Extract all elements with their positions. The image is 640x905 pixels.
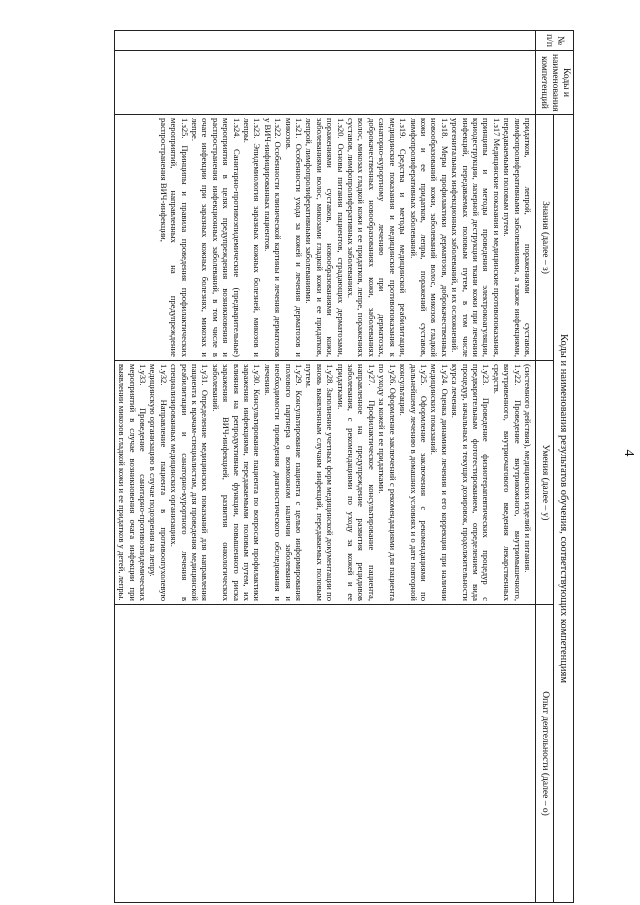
skill-item: 1.у24. Оценка динамики лечения и его коррекция при наличии медицинских показаний. [429, 364, 450, 601]
knowledge-item: 1.з24. Санитарно-противоэпидемические (предварительные) мероприятия в целях предупреждения возникновения и распространения инфекционных заболеваний, в том числе в очаге инфекции при заразных кожных болезнях, микозах и лепре. [190, 118, 242, 357]
skill-item: 1.у27. Профилактическое консультирование пациента, направленное на предупреждение развития рецидивов заболевания, с рекомендациями по уходу за кожей и ее придатками. [335, 364, 377, 601]
skill-item: (системного действия), медицинских изделий и питания. [523, 364, 533, 573]
header-skills: Умения (далее – у) [536, 361, 554, 605]
header-knowledge: Знания (далее – з) [536, 115, 554, 361]
knowledge-item: 1.з23. Эпидемиология заразных кожных болезней, микозов и лепры. [242, 118, 263, 357]
knowledge-item: 1.з25. Принципы и правила проведения профилактических мероприятий, направленных на предупреждение распространения ВИЧ-инфекции, [158, 118, 190, 357]
knowledge-item: 1.з17 Медицинские показания и медицинские противопоказания, принципы и методы проведения электрокоагуляции, криодеструкции, лазерной деструкции ткани кожи при лечении инфекций, передаваемых половым путем, в том числе урогенитальных инфекционных заболеваний, и их осложнений. [450, 118, 502, 357]
knowledge-item: 1.з18. Меры профилактики дерматозов, доброкачественных новообразований кожи, заболеваний волос, микозов гладкой кожи и ее придатков, лепры, поражений суставов, лимфопролиферативных заболеваний. [408, 118, 450, 357]
knowledge-item: придатков, лепрой, поражениями суставов, лимфопролиферативными заболеваниями, а также инфекциями, передаваемыми половым путем. [502, 118, 533, 357]
table-subheader-row [536, 31, 554, 903]
knowledge-item: 1.з21. Особенности ухода за кожей и лечения дерматозов и микозов. [283, 118, 305, 357]
knowledge-item: 1.з22. Особенности клинической картины и лечения дерматозов у ВИЧ-инфицированных пациентов. [262, 118, 284, 357]
skill-item: 1.у25. Оформление заключения с рекомендациями по дальнейшему лечению в домашних условиях и о дате повторной консультации. [398, 364, 429, 601]
table-row [114, 31, 535, 903]
knowledge-item: 1.з20. Основы питания пациентов, страдающих дерматозами, поражениями суставов, новообразованиями кожи, заболеваниями волос, микозами гладкой кожи и ее придатков, лепрой, лимфопролиферативными заболеваниями. [304, 118, 346, 357]
cell-number [114, 31, 535, 51]
cell-skills [114, 361, 535, 605]
knowledge-item: 1.з19. Средства и методы медицинской реабилитации, медицинские показания и медицинские противопоказания к санаторно-курортному лечению при дерматозах, доброкачественных новообразованиях кожи, заболеваниях волос, микозах гладкой кожи и ее придатков, лепре, поражениях суставов, лимфопролиферативных заболеваниях. [346, 118, 409, 357]
table-header-row [553, 31, 573, 903]
cell-code [114, 51, 535, 115]
competency-table [114, 30, 574, 903]
skill-item: 1.у30. Консультирование пациента по вопросам профилактики заражения инфекциями, передаваемыми половым путем, их влияния на репродуктивные функции, повышенного риска заражения ВИЧ-инфекцией, развития онкологических заболеваний. [210, 364, 263, 601]
competency-table-container [66, 30, 574, 902]
skill-item: 1.у26. Оформление заключений с рекомендациями для пациента по уходу за кожей и ее придатками. [377, 364, 398, 601]
skill-item: 1.у22. Проведение внутрикожного, внутримышечного, внутривенного, внутриочагового введения лекарственных средств. [491, 364, 523, 601]
header-results-group: Коды и наименования результатов обучения, соответствующих компетенциям [553, 115, 573, 903]
cell-experience [114, 605, 535, 903]
skill-item: 1.у29. Консультирование пациента с целью информирования полового партнера о возможном наличии заболевания и необходимости проведения диагностического обследования и лечения. [262, 364, 305, 601]
skill-item: 1.у32. Направление пациента в противоопухолевую медицинскую организацию в случае подозрения на лепру. [148, 364, 169, 601]
skill-item: 1.у28. Заполнение учетных форм медицинской документации по вновь выявленным случаям инфекций, передаваемых половым путем. [304, 364, 336, 601]
header-number: № п/п [536, 31, 574, 51]
header-code: Коды и наименования компетенций [536, 51, 574, 115]
page-number: 4 [621, 449, 636, 457]
skill-item: 1.у31. Определение медицинских показаний для направления пациента к врачам-специалистам, для проведения медицинской реабилитации и санаторно-курортного лечения в специализированных медицинских организациях. [169, 364, 211, 601]
skill-item: 1.у23. Проведение физиотерапевтических процедур с предварительным фототестированием, определением вида процедур, начальных и текущих дозировок, продолжительности курса лечения. [450, 364, 492, 601]
header-experience: Опыт деятельности (далее – о) [536, 605, 554, 903]
cell-knowledge [114, 115, 535, 361]
skill-item: 1.у33. Проведение санитарно-противоэпидемических мероприятий в случае возникновения очага инфекции при выявлении микозов гладкой кожи и ее придатков у детей, лепры. [117, 364, 148, 601]
